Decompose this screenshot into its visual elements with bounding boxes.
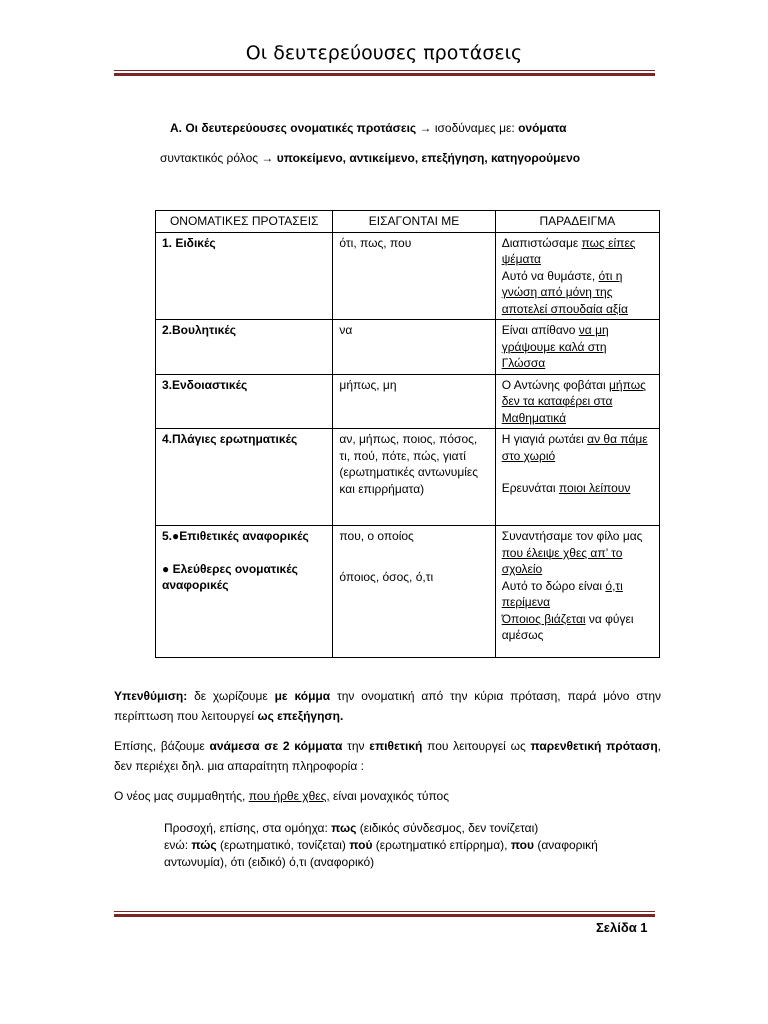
example-sentence: Ο νέος μας συμμαθητής, που ήρθε χθες, είναι μοναχικός τύπος	[114, 789, 450, 803]
table-header-row	[156, 211, 660, 233]
clause-type: 4.Πλάγιες ερωτηματικές	[156, 429, 333, 526]
arrow-icon: →	[261, 151, 274, 165]
header-rule	[114, 70, 655, 76]
homophones-note: Προσοχή, επίσης, στα ομόηχα: πως (ειδικός σύνδεσμος, δεν τονίζεται) ενώ: πώς (ερωτηματικό, τονίζεται) πού (ερωτηματικό επίρρημα), που (αναφορική αντωνυμία), ότι (ειδικό) ό,τι (αναφορικό)	[164, 821, 598, 869]
clause-intro: μήπως, μη	[333, 374, 495, 429]
table-row	[156, 320, 660, 375]
clause-intro: που, ο οποίος όποιος, όσος, ό,τι	[333, 526, 495, 658]
comma-paragraph: Επίσης, βάζουμε ανάμεσα σε 2 κόμματα την επιθετική που λειτουργεί ως παρενθετική πρόταση, δεν περιέχει δηλ. μια απαραίτητη πληροφορία :	[114, 739, 662, 773]
clause-example: Είναι απίθανο να μη γράψουμε καλά στη Γλώσσα	[495, 320, 659, 375]
clause-example: Ο Αντώνης φοβάται μήπως δεν τα καταφέρει στα Μαθηματικά	[495, 374, 659, 429]
reminder-paragraph: Υπενθύμιση: δε χωρίζουμε με κόμμα την ονοματική από την κύρια πρόταση, παρά μόνο στην περίπτωση που λειτουργεί ως επεξήγηση.	[114, 689, 662, 723]
clause-example: Διαπιστώσαμε πως είπες ψέματα Αυτό να θυμάστε, ότι η γνώση από μόνη της αποτελεί σπουδαία αξία	[495, 232, 659, 320]
table-row	[156, 374, 660, 429]
clause-intro: να	[333, 320, 495, 375]
clause-type: 3.Ενδοιαστικές	[156, 374, 333, 429]
table-row	[156, 526, 660, 658]
syntactic-roles: συντακτικός ρόλος → υποκείμενο, αντικείμενο, επεξήγηση, κατηγορούμενο	[160, 151, 581, 165]
clause-type: 5.●Επιθετικές αναφορικές ● Ελεύθερες ονοματικές αναφορικές	[156, 526, 333, 658]
header-example: ΠΑΡΑΔΕΙΓΜΑ	[495, 211, 659, 233]
clause-example: Η γιαγιά ρωτάει αν θα πάμε στο χωριό Ερευνάται ποιοι λείπουν	[495, 429, 659, 526]
clause-intro: ότι, πως, που	[333, 232, 495, 320]
arrow-icon: →	[419, 121, 432, 135]
clause-intro: αν, μήπως, ποιος, πόσος, τι, πού, πότε, πώς, γιατί (ερωτηματικές αντωνυμίες και επιρρήματα)	[333, 429, 495, 526]
table-row	[156, 232, 660, 320]
clause-type: 2.Βουλητικές	[156, 320, 333, 375]
header-type: ΟΝΟΜΑΤΙΚΕΣ ΠΡΟΤΑΣΕΙΣ	[156, 211, 333, 233]
table-row	[156, 429, 660, 526]
footer-rule	[114, 911, 655, 917]
clause-type: 1. Ειδικές	[156, 232, 333, 320]
page-title: Οι δευτερεύουσες προτάσεις	[245, 42, 523, 64]
header-intro: ΕΙΣΑΓΟΝΤΑΙ ΜΕ	[333, 211, 495, 233]
page-number: Σελίδα 1	[596, 920, 648, 935]
clause-example: Συναντήσαμε τον φίλο μας που έλειψε χθες απ’ το σχολείο Αυτό το δώρο είναι ό,τι περίμενα Όποιος βιάζεται να φύγει αμέσως	[495, 526, 659, 658]
section-a-heading: Α. Οι δευτερεύουσες ονοματικές προτάσεις → ισοδύναμες με: ονόματα	[170, 121, 567, 135]
clauses-table	[155, 210, 660, 658]
